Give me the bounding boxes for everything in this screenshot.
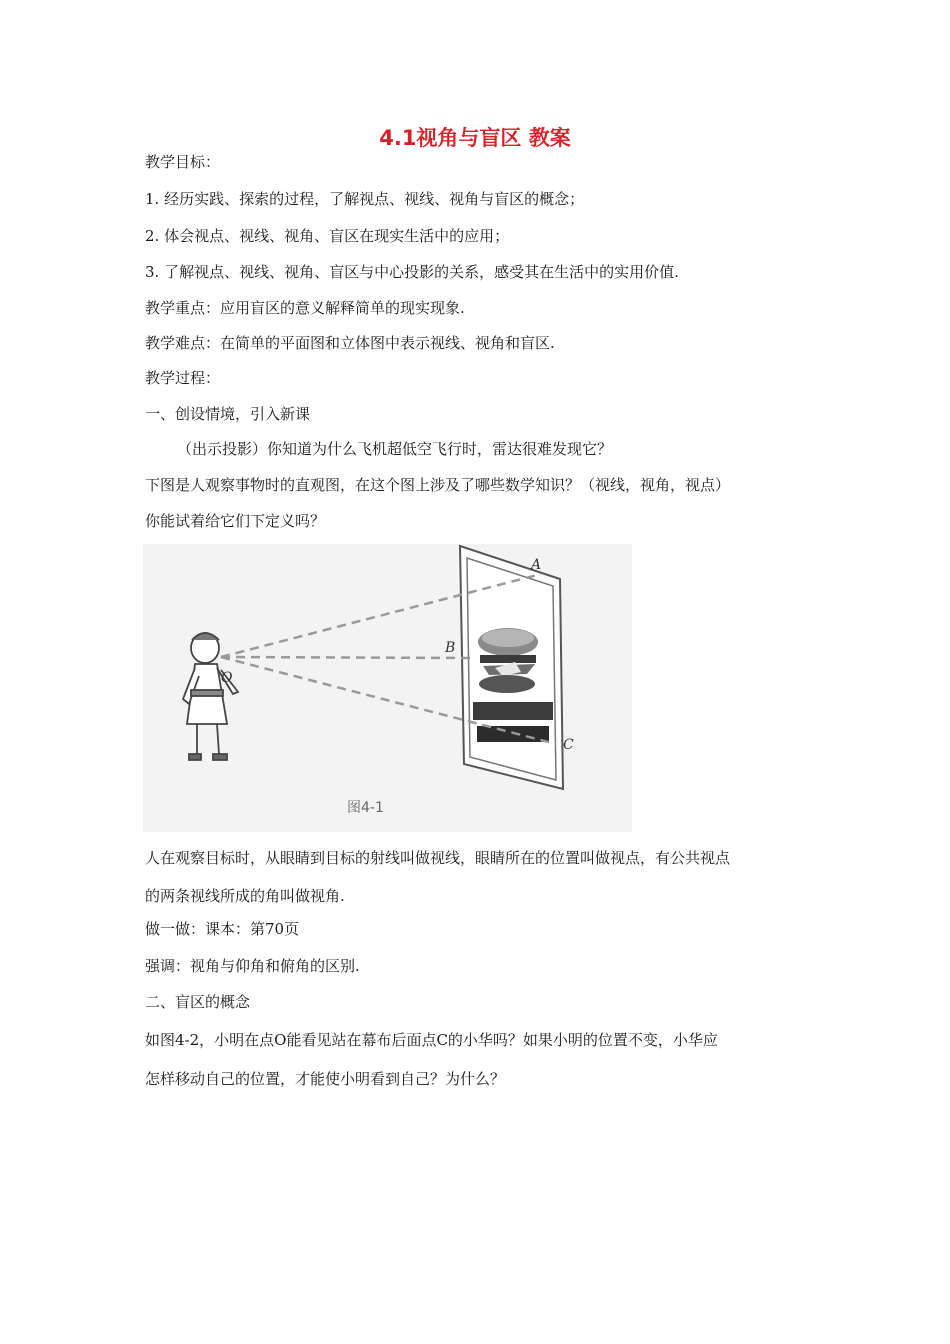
blind-spot-paragraph-2: 怎样移动自己的位置，才能使小明看到自己？为什么？ [145,1070,506,1088]
question-paragraph-2: 你能试着给它们下定义吗？ [145,512,326,530]
intro-paragraph: （出示投影）你知道为什么飞机超低空飞行时，雷达很难发现它？ [177,440,613,458]
label-o: O [221,670,233,686]
viewing-angle-diagram [143,544,632,832]
goal-item-2: 2. 体会视点、视线、视角、盲区在现实生活中的应用； [145,227,510,245]
label-c: C [563,737,574,753]
figure-caption: 图4-1 [347,800,384,816]
label-b: B [445,640,456,656]
difficult-point: 教学难点：在简单的平面图和立体图中表示视线、视角和盲区. [145,334,555,352]
blind-spot-paragraph-1: 如图4-2，小明在点O能看见站在幕布后面点C的小华吗？如果小明的位置不变，小华应 [145,1031,718,1049]
key-point: 教学重点：应用盲区的意义解释简单的现实现象. [145,299,465,317]
definition-line-2: 的两条视线所成的角叫做视角. [145,887,345,905]
label-a: A [531,557,542,573]
exercise-line: 做一做：课本：第70页 [145,920,300,938]
page-title: 4.1视角与盲区 教案 [379,126,571,150]
section-heading-1: 一、创设情境，引入新课 [145,405,311,423]
emphasis-line: 强调：视角与仰角和俯角的区别. [145,957,360,975]
goal-item-3: 3. 了解视点、视线、视角、盲区与中心投影的关系，感受其在生活中的实用价值. [145,263,679,281]
question-paragraph: 下图是人观察事物时的直观图，在这个图上涉及了哪些数学知识？（视线，视角，视点） [145,476,731,494]
goal-item-1: 1. 经历实践、探索的过程，了解视点、视线、视角与盲区的概念； [145,190,585,208]
section-heading-2: 二、盲区的概念 [145,993,251,1011]
figure-4-1 [143,544,632,832]
definition-line-1: 人在观察目标时，从眼睛到目标的射线叫做视线，眼睛所在的位置叫做视点，有公共视点 [145,849,731,867]
process-heading: 教学过程： [145,369,221,387]
goals-heading: 教学目标： [145,153,221,171]
observer-figure [183,633,238,760]
